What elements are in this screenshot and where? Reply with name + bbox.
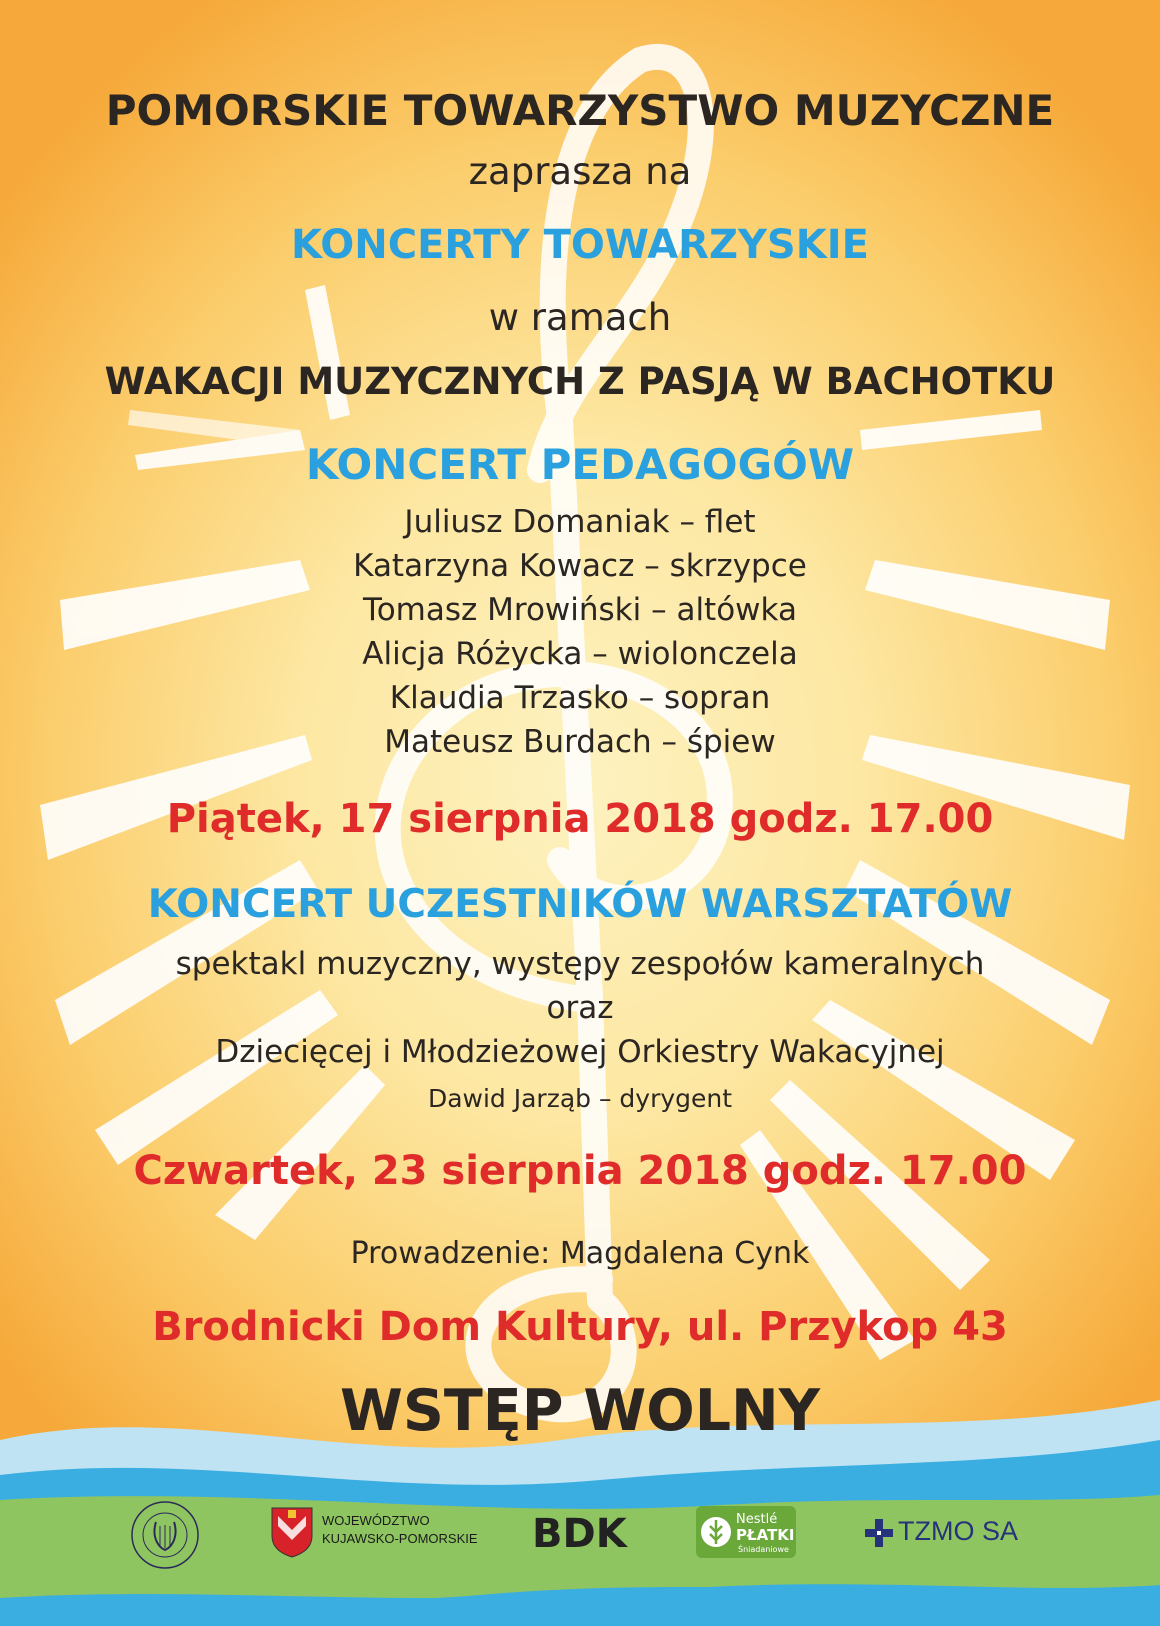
concert2-description: oraz: [546, 990, 614, 1026]
ptm-logo: [128, 1498, 202, 1572]
event-series-title: KONCERTY TOWARZYSKIE: [291, 222, 869, 268]
concert2-description: Dziecięcej i Młodzieżowej Orkiestry Wakacyjnej: [215, 1034, 945, 1070]
nestle-sub-text: Śniadaniowe: [738, 1545, 789, 1554]
voivodeship-line1: WOJEWÓDZTWO: [322, 1513, 430, 1528]
tzmo-logo-text: TZMO SA: [898, 1516, 1018, 1546]
concert1-performer: Juliusz Domaniak – flet: [404, 504, 756, 540]
venue-text: Brodnicki Dom Kultury, ul. Przykop 43: [152, 1304, 1008, 1350]
bdk-logo-text: BDK: [532, 1511, 627, 1554]
festival-name: WAKACJI MUZYCZNYCH Z PASJĄ W BACHOTKU: [104, 360, 1056, 403]
within-text: w ramach: [488, 296, 672, 339]
invite-text: zaprasza na: [468, 150, 692, 193]
concert1-performer: Klaudia Trzasko – sopran: [389, 680, 771, 716]
concert1-title: KONCERT PEDAGOGÓW: [305, 440, 855, 489]
concert1-performer: Mateusz Burdach – śpiew: [384, 724, 776, 760]
concert2-title: KONCERT UCZESTNIKÓW WARSZTATÓW: [147, 882, 1013, 927]
host-text: Prowadzenie: Magdalena Cynk: [350, 1236, 810, 1271]
voivodeship-line2: KUJAWSKO-POMORSKIE: [322, 1531, 478, 1546]
bdk-logo: [530, 1510, 628, 1554]
nestle-logo: [696, 1506, 796, 1558]
concert1-date: Piątek, 17 sierpnia 2018 godz. 17.00: [166, 796, 994, 842]
nestle-brand-text: Nestlé: [736, 1512, 778, 1527]
admission-text: WSTĘP WOLNY: [340, 1378, 820, 1444]
concert2-conductor: Dawid Jarząb – dyrygent: [427, 1084, 733, 1113]
concert1-performer: Katarzyna Kowacz – skrzypce: [353, 548, 807, 584]
concert2-date: Czwartek, 23 sierpnia 2018 godz. 17.00: [133, 1148, 1027, 1194]
tzmo-cross-icon: [864, 1518, 894, 1548]
tzmo-logo: [864, 1512, 1034, 1552]
concert1-performer: Tomasz Mrowiński – altówka: [363, 592, 797, 628]
nestle-product-text: PŁATKI: [736, 1526, 795, 1544]
organization-name: POMORSKIE TOWARZYSTWO MUZYCZNE: [105, 86, 1055, 135]
voivodeship-logo: [270, 1506, 480, 1558]
concert2-description: spektakl muzyczny, występy zespołów kameralnych: [175, 946, 985, 982]
voivodeship-crest-icon: [270, 1506, 314, 1558]
concert1-performer: Alicja Różycka – wiolonczela: [362, 636, 798, 672]
